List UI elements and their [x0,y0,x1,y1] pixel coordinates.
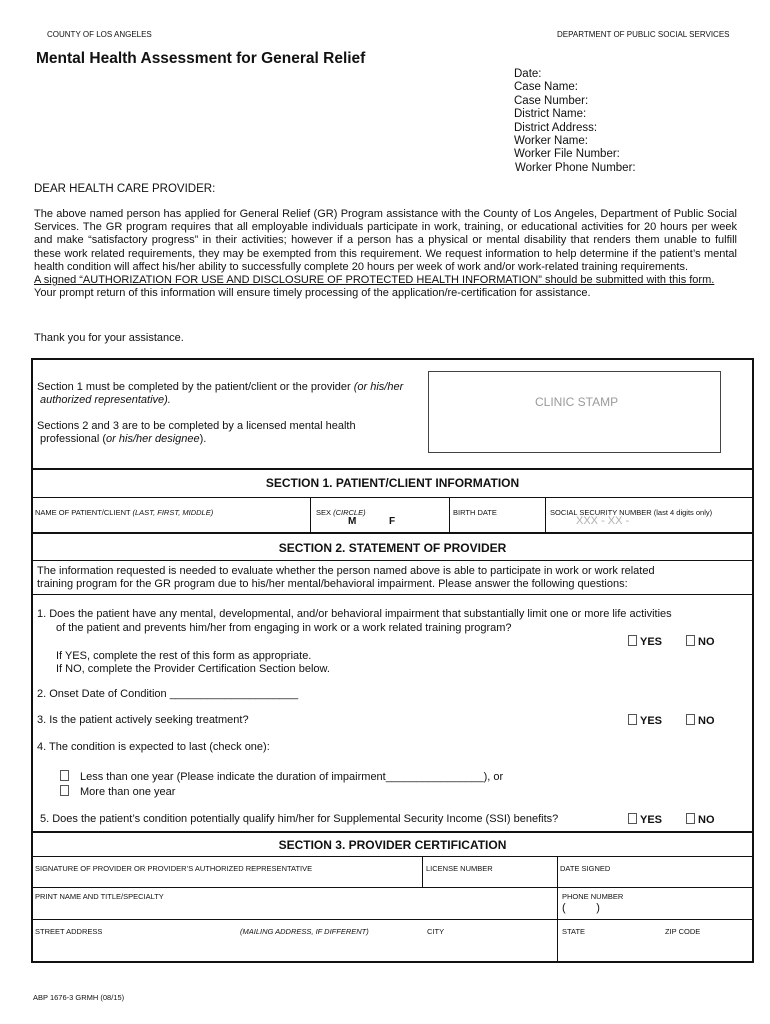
divider [31,919,754,920]
clinic-stamp-label: CLINIC STAMP [535,395,619,409]
case-field-district-address: District Address: [514,121,598,134]
thanks-line: Thank you for your assistance. [34,332,184,344]
q3-no-checkbox[interactable]: NO [686,714,715,727]
divider [31,532,754,534]
state-label: STATE [562,927,586,936]
birth-date-label: BIRTH DATE [453,508,497,517]
divider [31,468,754,470]
case-field-worker-name: Worker Name: [514,135,588,148]
q5-yes-checkbox[interactable]: YES [628,813,662,826]
date-signed-label: DATE SIGNED [560,864,611,873]
instruction-text: professional ( [40,432,107,445]
section2-title: SECTION 2. STATEMENT OF PROVIDER [278,541,507,555]
clinic-stamp-box [428,371,721,453]
zip-code-label: ZIP CODE [665,927,701,936]
instruction-italic: authorized representative). [40,393,171,406]
case-field-worker-file-number: Worker File Number: [514,148,620,161]
question-3: 3. Is the patient actively seeking treatment? [37,714,249,726]
ssn-mask[interactable]: XXX - XX - [576,515,630,527]
instruction-italic: (or his/her [353,381,404,393]
section3-title: SECTION 3. PROVIDER CERTIFICATION [278,838,507,852]
salutation: DEAR HEALTH CARE PROVIDER: [34,183,216,195]
divider [310,497,311,532]
section2-intro [37,565,655,590]
q5-no-checkbox[interactable]: NO [686,813,715,826]
case-field-case-number: Case Number: [514,94,589,107]
signature-label: SIGNATURE OF PROVIDER OR PROVIDER’S AUTHORIZED REPRESENTATIVE [35,864,313,873]
q4-more-than-one-year-checkbox[interactable]: More than one year [60,785,175,798]
case-field-district-name: District Name: [514,108,587,121]
instruction-text: ). [199,432,207,445]
divider [31,497,754,498]
sex-label: SEX (CIRCLE) [316,508,366,517]
intro-line: training program for the GR program due to his/her mental/behavioral impairment. Please answer the following questions: [37,577,628,590]
ssn-label: SOCIAL SECURITY NUMBER (last 4 digits only) [550,508,713,517]
question-4: 4. The condition is expected to last (check one): [37,741,270,753]
question-1-line1: 1. Does the patient have any mental, developmental, and/or behavioral impairment that substantially limit one or more life activities [37,608,672,620]
divider [31,594,754,595]
question-5: 5. Does the patient’s condition potentially qualify him/her for Supplemental Security Income (SSI) benefits? [40,813,559,825]
sex-f-option[interactable]: F [389,516,396,527]
print-name-label: PRINT NAME AND TITLE/SPECIALTY [35,892,164,901]
divider [31,856,754,857]
phone-number-field[interactable]: ( ) [562,902,600,914]
intro-line: The information requested is needed to evaluate whether the person named above is able to participate in work or work related [37,565,655,577]
case-field-case-name: Case Name: [514,81,578,94]
divider [557,856,558,961]
case-field-date: Date: [514,68,542,80]
question-1-line2: of the patient and prevents him/her from engaging in work or a work related training program? [56,622,512,634]
department-name: DEPARTMENT OF PUBLIC SOCIAL SERVICES [557,30,730,39]
sex-m-option[interactable]: M [348,516,357,527]
divider [545,497,546,532]
phone-number-label: PHONE NUMBER [562,892,624,901]
divider [422,856,423,887]
q1-yes-note: If YES, complete the rest of this form as appropriate. [56,650,312,662]
divider [31,831,754,833]
q4-less-than-one-year-checkbox[interactable]: Less than one year (Please indicate the duration of impairment________________), or [60,770,503,783]
prompt-return-note: Your prompt return of this information will ensure timely processing of the application/re-certification for assistance. [34,287,591,300]
case-field-worker-phone: Worker Phone Number: [515,161,636,174]
license-number-label: LICENSE NUMBER [426,864,493,873]
case-info-block [514,68,636,175]
street-address-label: STREET ADDRESS [35,927,103,936]
divider [449,497,450,532]
letter-paragraph: The above named person has applied for General Relief (GR) Program assistance with the County of Los Angeles, Department of Public Social Services. The GR program requires that all employable individuals participate in work, training, or educational activities for 20 hours per week and make “satisfactory progress” in their activities; however if a person has a physical or mental disability that renders them unable to fulfill these work related requirements, they may be exempted from this requirement. We request information to help determine if the patient’s mental health condition will affect his/her ability to successfully complete 20 hours per week of work and/or work-related training requirements. [34,208,737,273]
mailing-address-hint: (MAILING ADDRESS, IF DIFFERENT) [240,927,369,936]
authorization-note: A signed “AUTHORIZATION FOR USE AND DISCLOSURE OF PROTECTED HEALTH INFORMATION” should be submitted with this form. [34,274,715,287]
form-code: ABP 1676-3 GRMH (08/15) [33,993,125,1002]
patient-name-label: NAME OF PATIENT/CLIENT (LAST, FIRST, MIDDLE) [35,508,214,517]
form-title: Mental Health Assessment for General Relief [36,50,366,67]
agency-name: COUNTY OF LOS ANGELES [47,30,152,39]
instruction-text: Section 1 must be completed by the patient/client or the provider [37,381,354,393]
instructions [37,381,403,445]
q1-no-checkbox[interactable]: NO [686,635,715,648]
divider [31,560,754,561]
letter-body [34,208,737,300]
question-2-onset-date[interactable]: 2. Onset Date of Condition _____________________ [37,688,299,700]
q3-yes-checkbox[interactable]: YES [628,714,662,727]
instruction-text: Sections 2 and 3 are to be completed by a licensed mental health [37,420,356,433]
divider [31,887,754,888]
instruction-italic: or his/her designee [106,432,200,445]
city-label: CITY [427,927,445,936]
q1-yes-checkbox[interactable]: YES [628,635,662,648]
q1-no-note: If NO, complete the Provider Certification Section below. [56,663,330,675]
section1-title: SECTION 1. PATIENT/CLIENT INFORMATION [265,476,520,490]
